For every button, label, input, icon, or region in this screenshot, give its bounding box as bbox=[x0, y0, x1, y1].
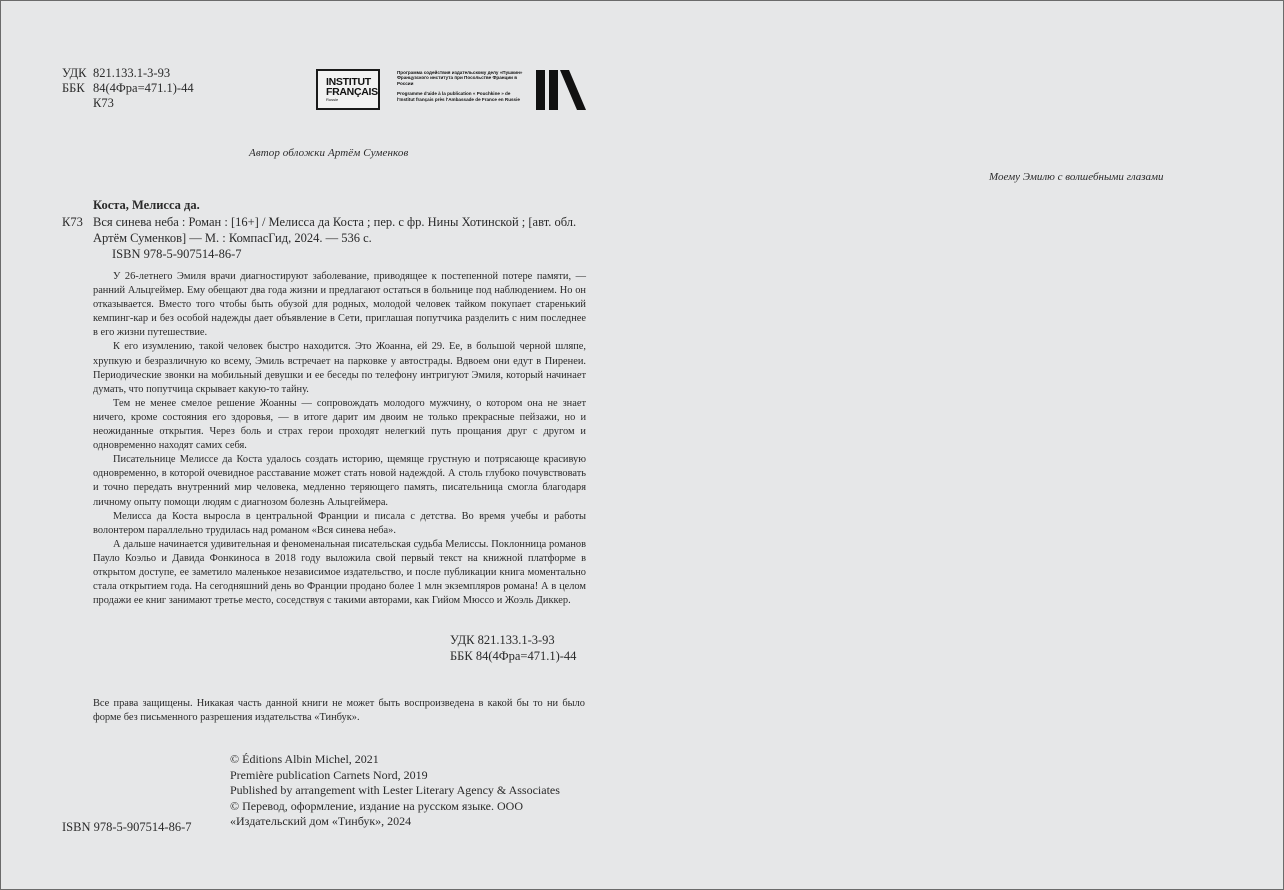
udk-value: 821.133.1-3-93 bbox=[93, 66, 171, 80]
isbn-bottom: ISBN 978-5-907514-86-7 bbox=[62, 820, 192, 834]
program-text-fr: Programme d'aide à la publication « Pouchkine » de l'Institut français près l'Ambassade de France en Russie bbox=[397, 91, 520, 102]
entry-code: К73 bbox=[62, 215, 83, 229]
bbk-bottom-line: ББК 84(4Фра=471.1)-44 bbox=[450, 649, 577, 663]
annotation-paragraph: Мелисса да Коста выросла в центральной Франции и писала с детства. Во время учебы и работы волонтером параллельно трудилась над романом «Вся синева неба». bbox=[93, 510, 586, 536]
copyright-line: © Éditions Albin Michel, 2021 bbox=[230, 752, 379, 766]
entry-description: Вся синева неба : Роман : [16+] / Мелисса да Коста ; пер. с фр. Нины Хотинской ; [авт. обл. Артём Суменков] — М. : КомпасГид, 2024. — 536 с. bbox=[93, 215, 577, 245]
rights-notice: Все права защищены. Никакая часть данной книги не может быть воспроизведена в какой бы то ни было форме без письменного разрешения издательства «Тинбук». bbox=[93, 698, 585, 723]
udk-label: УДК bbox=[62, 66, 87, 80]
bibliographic-entry bbox=[62, 196, 586, 608]
entry-author: Коста, Мелисса да. bbox=[93, 198, 200, 212]
annotation-paragraph: А дальше начинается удивительная и феноменальная писательская судьба Мелиссы. Поклонница романов Пауло Коэльо и Давида Фонкиноса в 2018 году выложила свой первый текст на книжной платформе в открытом доступе, ее заметило маленькое независимое издательство, и после публикации книга моментально стала открытием года. На сегодняшний день во Франции продано более 1 млн экземпляров романа! А в целом продажи ее книг занимают третье место, соседствуя с такими авторами, как Гийом Мюссо и Жоэль Диккер. bbox=[93, 538, 586, 607]
annotation bbox=[62, 270, 586, 608]
author-mark: К73 bbox=[93, 96, 114, 110]
il-logo-slash bbox=[560, 70, 586, 110]
annotation-paragraph: Писательнице Мелиссе да Коста удалось создать историю, щемяще грустную и потрясающе красивую одновременно, в которой очевидное расставание может стать новой надеждой. А столь глубоко почувствовать и точно передать внутренний мир человека, медленно теряющего память, писательница смогла благодаря личному опыту помощи людям с диагнозом болезнь Альцгеймера. bbox=[93, 454, 586, 508]
institut-logo-line3: Russie bbox=[326, 96, 339, 102]
dedication: Моему Эмилю с волшебными глазами bbox=[989, 171, 1164, 183]
bbk-value: 84(4Фра=471.1)-44 bbox=[93, 81, 194, 95]
udk-bottom-line: УДК 821.133.1-3-93 bbox=[450, 633, 555, 647]
institut-francais-logo bbox=[316, 69, 380, 110]
annotation-paragraph: Тем не менее смелое решение Жоанны — сопровождать молодого мужчину, о котором она не знает ничего, кроме состояния его здоровья, — в итоге дарит им двоим не только прекрасные пейзажи, но и неожиданные открытия. Через боль и страх герои проходят нелегкий путь прощания друг с другом и одновременно находят самих себя. bbox=[93, 397, 586, 452]
copyright-line: Première publication Carnets Nord, 2019 bbox=[230, 767, 428, 782]
copyright-line: © Перевод, оформление, издание на русском языке. ООО «Издательский дом «Тинбук», 2024 bbox=[230, 798, 524, 828]
pushkin-program-text bbox=[397, 70, 527, 102]
udk-bbk-bottom bbox=[450, 632, 576, 664]
copyright-line: Published by arrangement with Lester Literary Agency & Associates bbox=[230, 783, 560, 797]
institut-logo-line1: INSTITUT bbox=[326, 75, 371, 88]
copyright-block bbox=[230, 752, 590, 830]
institut-logo-line2: FRANÇAIS bbox=[326, 85, 378, 98]
annotation-paragraph: У 26-летнего Эмиля врачи диагностируют заболевание, приводящее к постепенной потере памяти, — ранний Альцгеймер. Ему обещают два года жизни и предлагают остаться в больнице под наблюдением. Но он отказывается. Вместо того чтобы быть обузой для родных, молодой человек тайком покупает старенький кемпинг-кар и без особой надежды дает объявление в Сети, приглашая попутчика разделить с ним последнее в его жизни путешествие. bbox=[93, 271, 586, 339]
annotation-paragraph: К его изумлению, такой человек быстро находится. Это Жоанна, ей 29. Ее, в большой черной шляпе, хрупкую и безразличную ко всему, Эмиль встречает на парковке у автострады. Вдвоем они едут в Пиренеи. Периодические звонки на мобильный девушки и ее беседы по телефону интригуют Эмиля, который начинает думать, что попутчица скрывает какую-то тайну. bbox=[93, 341, 586, 395]
il-logo-bar-1 bbox=[536, 70, 545, 110]
il-logo-bar-2 bbox=[549, 70, 558, 110]
program-text-ru: Программа содействия издательскому делу «Пушкин» Французского института при Посольстве Франции в России bbox=[397, 70, 523, 86]
entry-isbn: ISBN 978-5-907514-86-7 bbox=[112, 247, 242, 261]
il-publisher-logo bbox=[535, 69, 587, 111]
cover-author-credit: Автор обложки Артём Суменков bbox=[249, 147, 409, 159]
bbk-label: ББК bbox=[62, 81, 85, 95]
udk-bbk-block bbox=[62, 66, 194, 111]
